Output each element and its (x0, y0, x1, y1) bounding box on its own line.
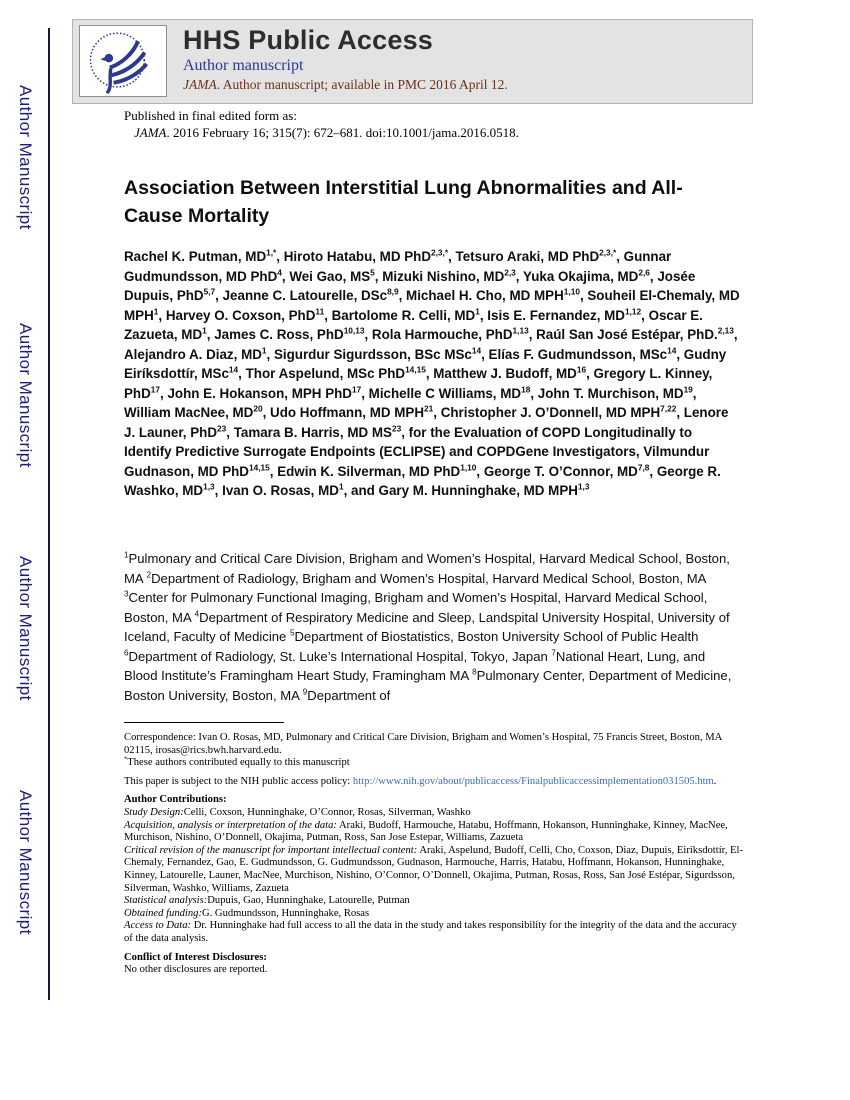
text-run: Statistical analysis: (124, 895, 208, 907)
hhs-eagle-icon (83, 28, 163, 94)
published-info (124, 108, 519, 141)
text-run: Obtained funding: (124, 907, 202, 919)
vertical-author-manuscript-label: Author Manuscript (16, 85, 35, 230)
text-run: Araki, Aspelund, Budoff, Celli, Cho, Coxson, Diaz, Dupuis, Eiriksdottír, El-Chemaly, Fernandez, Gao, E. Gudmundsson, G. Gudmundsson, Gudnason, Harmouche, Harris, Hatabu, Hoffmann, Hokanson, Hunninghake, Kinney, Latourelle, Launer, MacNee, Murchison, Nishino, O’Connor, O’Donnell, Okajima, Putman, Rosas, Ross, San José Estépar, Sigurdsson, Silverman, Washko, Williams, Zazueta (124, 844, 743, 894)
text-run: Araki, Budoff, Harmouche, Hatabu, Hoffmann, Hokanson, Hunninghake, Kinney, MacNee, Murchison, Nishino, O’Donnell, Okajima, Putman, Ross, San Jose Estepar, Williams, Zazueta (124, 819, 728, 844)
banner-citation-rest: . Author manuscript; available in PMC 2016 April 12. (216, 77, 508, 92)
banner-citation (183, 77, 508, 93)
text-run: Acquisition, analysis or interpretation of the data: (124, 819, 337, 831)
footnote-paragraph (124, 794, 748, 945)
text-run: Rachel K. Putman, $MD^{1,*}$, Hiroto Hatabu, MD PhD$^{2,3,*}$, Tetsuro Araki, MD PhD$^{2,3,*}$, Gunnar Gudmundsson, MD PhD$^4$, Wei Gao, $MS^5$, Mizuki Nishino, MD$^{2,3}$, Yuka Okajima, MD$^{2,6}$, Josée Dupuis, PhD$^{5,7}$, Jeanne C. Latourelle, DSc$^{8,9}$, Michael H. Cho, MD MPH$^{1,10}$, Souheil El-Chemaly, MD MPH$^1$, Harvey O. Coxson, PhD$^{11}$, Bartolome R. Celli, $MD^1$, Isis E. Fernandez, MD$^{1,12}$, Oscar E. Zazueta, $MD^1$, James C. Ross, PhD$^{10,13}$, Rola Harmouche, PhD$^{1,13}$, Raúl San José Estépar, PhD.$^{2,13}$, Alejandro A. Diaz, $MD^1$, Sigurdur Sigurdsson, BSc MSc$^{14}$, Elías F. Gudmundsson, MSc$^{14}$, Gudny Eiríksdottír, MSc$^{14}$, Thor Aspelund, MSc PhD$^{14,15}$, Matthew J. Budoff, MD$^{16}$, Gregory L. Kinney, PhD$^{17}$, John E. Hokanson, MPH PhD$^{17}$, Michelle C Williams, MD$^{18}$, John T. Murchison, MD$^{19}$, William MacNee, MD$^{20}$, Udo Hoffmann, MD MPH$^{21}$, Christopher J. O’Donnell, MD MPH$^{7,22}$, Lenore J. Launer, PhD$^{23}$, Tamara B. Harris, MD MS$^{23}$, for the Evaluation of COPD Longitudinally to Identify Predictive Surrogate Endpoints (ECLIPSE) and COPDGene Investigators, Vilmundur Gudnason, MD PhD$^{14,15}$, Edwin K. Silverman, MD PhD$^{1,10}$, George T. O’Connor, MD$^{7,8}$, George R. Washko, MD$^{1,3}$, Ivan O. Rosas, $MD^1$, (124, 247, 740, 498)
journal-name: JAMA (134, 124, 167, 140)
hhs-banner (72, 19, 753, 104)
text-run: Study Design: (124, 806, 184, 818)
banner-text (183, 25, 508, 93)
text-run: Author Contributions: (124, 794, 227, 806)
text-run: No other disclosures are reported. (124, 964, 268, 976)
vertical-author-manuscript-label: Author Manuscript (16, 790, 35, 935)
text-run: Gary M. Hunninghake, MD MPH$^{1,3}$ (378, 481, 590, 498)
footnote-paragraph (124, 732, 748, 770)
affiliations (124, 549, 740, 705)
vertical-author-manuscript-label: Author Manuscript (16, 556, 35, 701)
text-run: Dr. Hunninghake had full access to all the data in the study and takes responsibility for the integrity of the data and the accuracy of the data analysis. (124, 920, 737, 944)
article-title-line1: Association Between Interstitial Lung Abnormalities and All- (124, 177, 683, 199)
hhs-logo-box (79, 25, 167, 97)
manuscript-side-bar (48, 28, 50, 1000)
text-run: Critical revision of the manuscript for important intellectual content: (124, 844, 418, 856)
banner-citation-journal: JAMA (183, 77, 217, 92)
footnotes (124, 722, 748, 983)
text-run: *These authors contributed equally to this manuscript (124, 755, 350, 769)
text-run: G. Gudmundsson, Hunninghake, Rosas (201, 907, 370, 919)
article-title (124, 174, 683, 230)
citation-text: . 2016 February 16; 315(7): 672–681. doi:10.1001/jama.2016.0518. (166, 124, 519, 140)
text-run: Correspondence: Ivan O. Rosas, MD, Pulmonary and Critical Care Division, Brigham and Women’s Hospital, 75 Francis Street, Boston, MA 02115, irosas@rics.bwh.harvard.edu. (124, 732, 722, 756)
banner-subtitle: Author manuscript (183, 57, 304, 74)
text-run: $^1$Pulmonary and Critical Care Division, Brigham and Women’s Hospital, Harvard Medical School, Boston, MA $^2$Department of Radiology, Brigham and Women’s Hospital, Harvard Medical School, Boston, MA $^3$Center for Pulmonary Functional Imaging, Brigham and Women’s Hospital, Harvard Medical School, Boston, MA $^4$Department of Respiratory Medicine and Sleep, Landspital University Hospital, University of Iceland, Faculty of Medicine $^5$Department of Biostatistics, Boston University School of Public Health $^6$Department of Radiology, St. Luke’s International Hospital, Tokyo, Japan $^7$National Heart, Lung, and Blood Institute’s Framingham Heart Study, Framingham MA $^8$Pulmonary Center, Department of Medicine, Boston University, Boston, MA $^9$Department of (124, 550, 732, 703)
footnote-paragraph (124, 776, 748, 789)
nih-policy-link[interactable]: http://www.nih.gov/about/publicaccess/Finalpublicaccessimplementation031505.htm (352, 775, 714, 787)
banner-title: HHS Public Access (183, 25, 433, 55)
published-line: Published in final edited form as: (124, 108, 297, 123)
text-run: This paper is subject to the NIH public access policy: (124, 775, 353, 787)
footnote-paragraph (124, 952, 748, 977)
text-run: Access to Data: (124, 920, 192, 932)
text-run: Celli, Coxson, Hunninghake, O’Connor, Rosas, Silverman, Washko (183, 806, 471, 818)
article-title-line2: Cause Mortality (124, 205, 270, 227)
footnote-rule (124, 722, 284, 723)
author-list (124, 247, 740, 501)
text-run: Conflict of Interest Disclosures: (124, 951, 267, 963)
text-run: Dupuis, Gao, Hunninghake, Latourelle, Putman (207, 895, 410, 907)
text-run: and (351, 483, 379, 498)
journal-citation (124, 125, 519, 142)
vertical-author-manuscript-label: Author Manuscript (16, 323, 35, 468)
footnote-paragraphs (124, 732, 748, 977)
text-run: . (713, 775, 717, 787)
